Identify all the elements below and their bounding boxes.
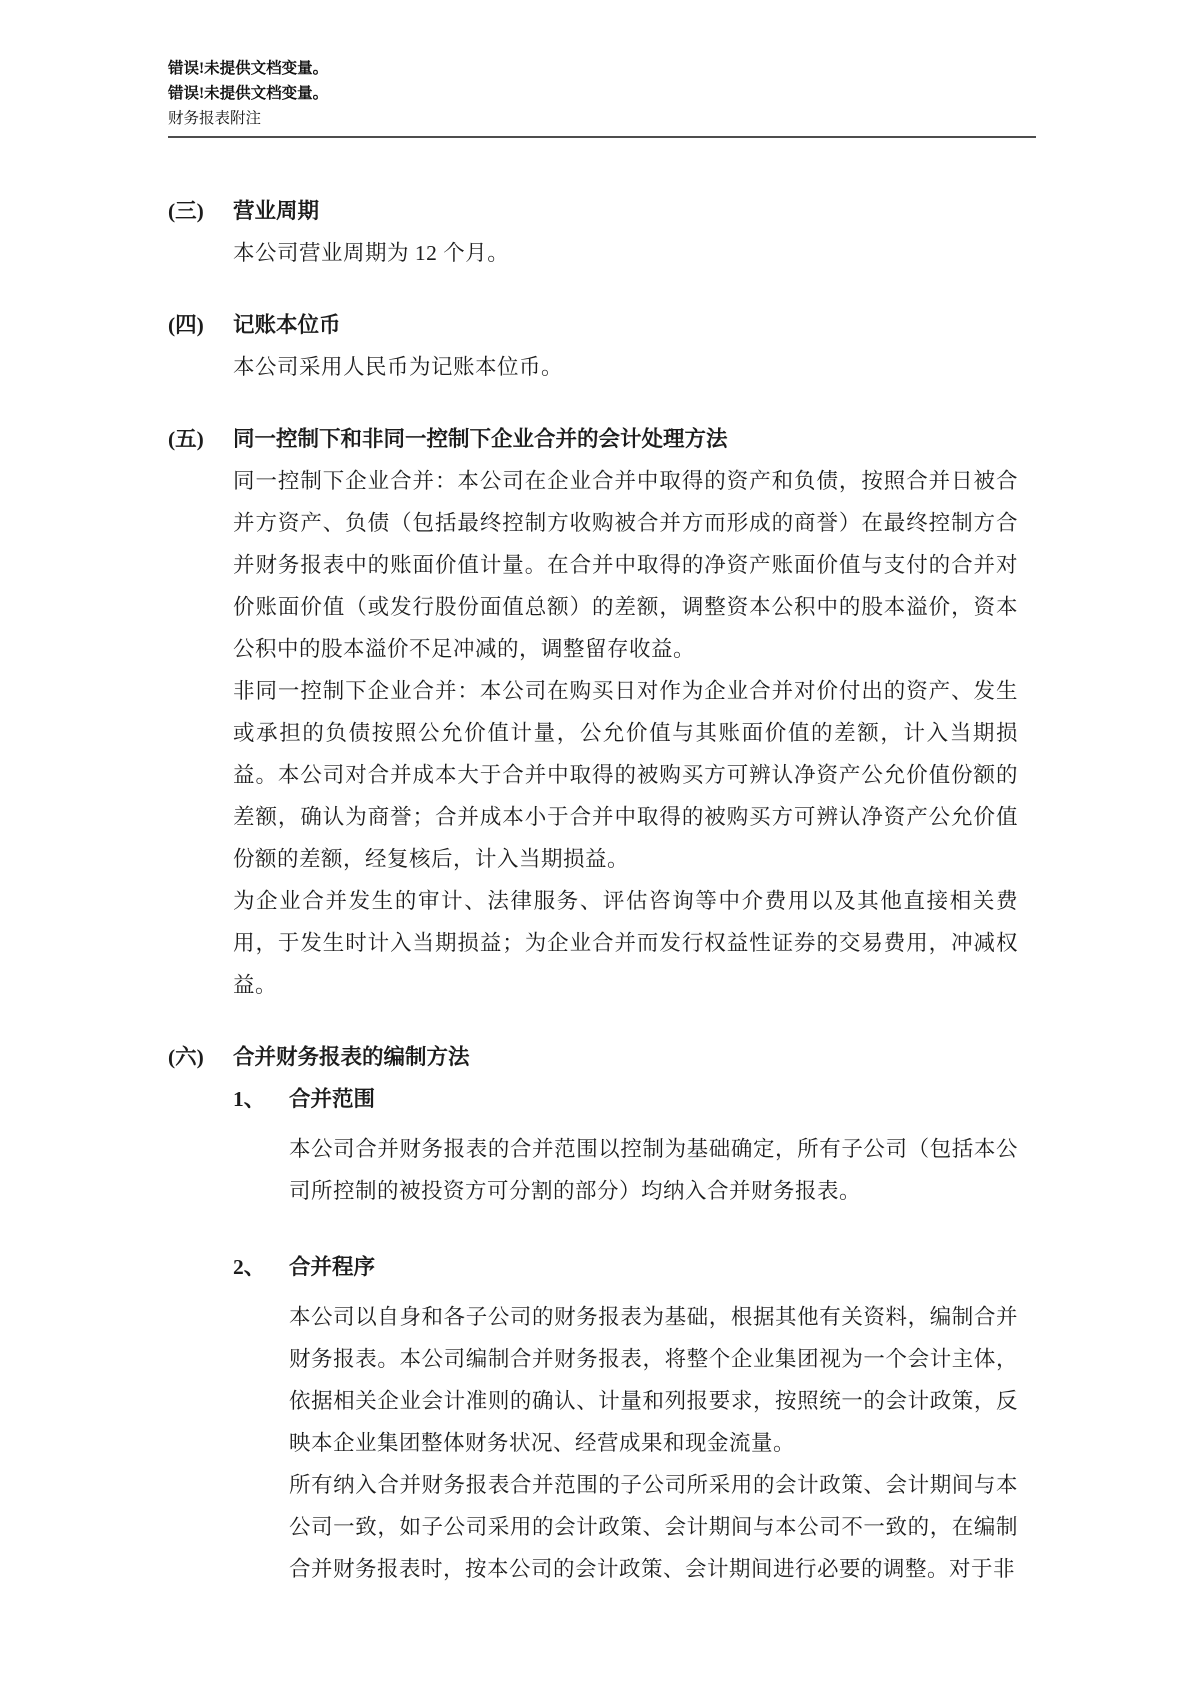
section-heading	[168, 418, 1020, 460]
section-body	[233, 346, 1018, 388]
header-doc-title: 财务报表附注	[168, 110, 262, 127]
page-header	[168, 56, 1036, 138]
paragraph: 为企业合并发生的审计、法律服务、评估咨询等中介费用以及其他直接相关费用，于发生时计入当期损益；为企业合并而发行权益性证券的交易费用，冲减权益。	[233, 889, 1018, 997]
section-number: (五)	[168, 427, 204, 451]
paragraph: 本公司营业周期为 12 个月。	[233, 241, 510, 265]
section-consolidation-method	[168, 1036, 1020, 1590]
paragraph: 同一控制下企业合并：本公司在企业合并中取得的资产和负债，按照合并日被合并方资产、负债（包括最终控制方收购被合并方而形成的商誉）在最终控制方合并财务报表中的账面价值计量。在合并中取得的净资产账面价值与支付的合并对价账面价值（或发行股份面值总额）的差额，调整资本公积中的股本溢价，资本公积中的股本溢价不足冲减的，调整留存收益。	[233, 469, 1018, 661]
subsection-heading	[233, 1246, 1020, 1288]
subsection-heading	[233, 1078, 1020, 1120]
paragraph: 本公司采用人民币为记账本位币。	[233, 355, 564, 379]
section-title: 营业周期	[233, 199, 320, 223]
header-divider	[168, 136, 1036, 138]
subsection-body	[289, 1296, 1018, 1590]
section-heading	[168, 190, 1020, 232]
section-operating-cycle	[168, 190, 1020, 274]
section-heading	[168, 1036, 1020, 1078]
paragraph: 非同一控制下企业合并：本公司在购买日对作为企业合并对价付出的资产、发生或承担的负债按照公允价值计量，公允价值与其账面价值的差额，计入当期损益。本公司对合并成本大于合并中取得的被购买方可辨认净资产公允价值份额的差额，确认为商誉；合并成本小于合并中取得的被购买方可辨认净资产公允价值份额的差额，经复核后，计入当期损益。	[233, 679, 1018, 871]
section-title: 记账本位币	[233, 313, 341, 337]
subsection-title: 合并程序	[289, 1255, 376, 1279]
section-number: (三)	[168, 199, 204, 223]
header-error-variable-line-2: 错误!未提供文档变量。	[168, 85, 329, 102]
section-title: 合并财务报表的编制方法	[233, 1045, 470, 1069]
subsection-number: 2、	[233, 1255, 266, 1279]
section-number: (六)	[168, 1045, 204, 1069]
section-body	[233, 460, 1018, 1006]
paragraph: 所有纳入合并财务报表合并范围的子公司所采用的会计政策、会计期间与本公司一致，如子公司采用的会计政策、会计期间与本公司不一致的，在编制合并财务报表时，按本公司的会计政策、会计期间进行必要的调整。对于非	[289, 1473, 1018, 1581]
section-business-combinations	[168, 418, 1020, 1006]
subsection-consolidation-procedure	[233, 1246, 1020, 1590]
subsection-consolidation-scope	[233, 1078, 1020, 1212]
section-title: 同一控制下和非同一控制下企业合并的会计处理方法	[233, 427, 728, 451]
subsection-title: 合并范围	[289, 1087, 376, 1111]
paragraph: 本公司合并财务报表的合并范围以控制为基础确定，所有子公司（包括本公司所控制的被投资方可分割的部分）均纳入合并财务报表。	[289, 1137, 1018, 1203]
section-functional-currency	[168, 304, 1020, 388]
section-number: (四)	[168, 313, 204, 337]
section-body	[233, 232, 1018, 274]
paragraph: 本公司以自身和各子公司的财务报表为基础，根据其他有关资料，编制合并财务报表。本公司编制合并财务报表，将整个企业集团视为一个会计主体，依据相关企业会计准则的确认、计量和列报要求，按照统一的会计政策，反映本企业集团整体财务状况、经营成果和现金流量。	[289, 1305, 1018, 1455]
subsection-body	[289, 1128, 1018, 1212]
header-error-variable-line-1: 错误!未提供文档变量。	[168, 60, 329, 77]
subsection-number: 1、	[233, 1087, 266, 1111]
section-heading	[168, 304, 1020, 346]
